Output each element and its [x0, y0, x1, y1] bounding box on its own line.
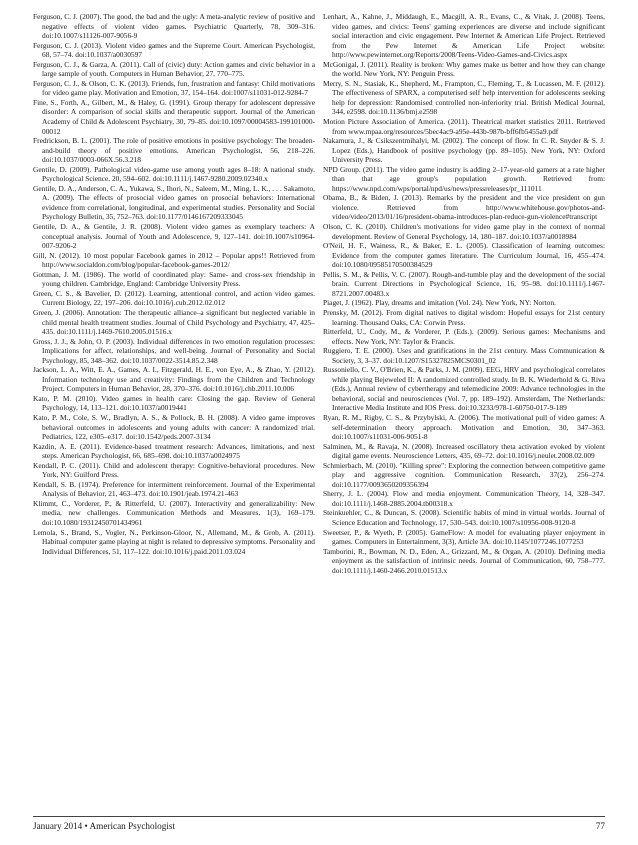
reference-entry: Kazdin, A. E. (2011). Evidence-based treatment research: Advances, limitations, and next steps. American Psychologist, 66, 685–698. doi:10.1037/a0024975: [33, 441, 315, 461]
reference-entry: Gentile, D. (2009). Pathological video-game use among youth ages 8–18: A national study. Psychological Science, 20, 594–602. doi:10.1111/j.1467-9280.2009.02340.x: [33, 164, 315, 184]
reference-entry: Fredrickson, B. L. (2001). The role of positive emotions in positive psychology: The broaden-and-build theory of positive emotions. American Psychologist, 56, 218–226. doi:10.1037/0003-066X.56.3.218: [33, 136, 315, 165]
reference-entry: Tamborini, R., Bowman, N. D., Eden, A., Grizzard, M., & Organ, A. (2010). Defining media enjoyment as the satisfaction of intrinsic needs. Journal of Communication, 60, 758–777. doi:10.1111/j.1460-2466.2010.01513.x: [323, 546, 605, 575]
reference-entry: Nakamura, J., & Csikszentmihalyi, M. (2002). The concept of flow. In C. R. Snyder & S. J. Lopez (Eds.), Handbook of positive psychology (pp. 89–105). New York, NY: Oxford University Press.: [323, 136, 605, 165]
reference-entry: McGonigal, J. (2011). Reality is broken: Why games make us better and how they can change the world. New York, NY: Penguin Press.: [323, 59, 605, 79]
reference-entry: Ruggiero, T. E. (2000). Uses and gratifications in the 21st century. Mass Communication & Society, 3, 3–37. doi:10.1207/S15327825MCS0301_02: [323, 346, 605, 365]
reference-entry: Green, J. (2006). Annotation: The therapeutic alliance–a significant but neglected variable in child mental health treatment studies. Journal of Child Psychology and Psychiatry, 47, 425–435. doi:10.1111/j.1469-7610.2005.01516.x: [33, 307, 315, 337]
reference-entry: Ferguson, C. J., & Olson, C. K. (2013). Friends, fun, frustration and fantasy: Child motivations for video game play. Motivation and Emotion, 37, 154–164. doi:1007/s11031-012-9284-7: [33, 78, 315, 98]
reference-entry: Ferguson, C. J., & Garza, A. (2011). Call of (civic) duty: Action games and civic behavior in a large sample of youth. Computers in Human Behavior, 27, 770–775.: [33, 59, 315, 79]
reference-entry: Ryan, R. M., Rigby, C. S., & Przybylski, A. (2006). The motivational pull of video games: A self-determination theory approach. Motivation and Emotion, 30, 347–363. doi:10.1007/s11031-006-9051-8: [323, 412, 605, 442]
reference-entry: Prensky, M. (2012). From digital natives to digital wisdom: Hopeful essays for 21st century learning. Thousand Oaks, CA: Corwin Press.: [323, 307, 605, 327]
reference-entry: Sherry, J. L. (2004). Flow and media enjoyment. Communication Theory, 14, 328–347. doi:10.1111/j.1468-2885.2004.tb00318.x: [323, 489, 605, 508]
reference-entry: NPD Group. (2011). The video game industry is adding 2–17-year-old gamers at a rate higher than that age group's population growth. Retrieved from: https://www.npd.com/wps/portal/npd/us/news/pressreleases/pr_111011: [323, 164, 605, 193]
reference-entry: Kato, P. M. (2010). Video games in health care: Closing the gap. Review of General Psychology, 14, 113–121. doi:10.1037/a0019441: [33, 393, 315, 413]
reference-entry: Olson, C. K. (2010). Children's motivations for video game play in the context of normal development. Review of General Psychology, 14, 180–187. doi:10.1037/a0018984: [323, 222, 605, 241]
reference-entry: Fine, S., Forth, A., Gilbert, M., & Haley, G. (1991). Group therapy for adolescent depressive disorder: A comparison of social skills and therapeutic support. Journal of the American Academy of Child & Adolescent Psychiatry, 30, 79–85. doi:10.1097/00004583-199101000-00012: [33, 97, 315, 136]
reference-entry: Steinkuehler, C., & Duncan, S. (2008). Scientific habits of mind in virtual worlds. Journal of Science Education and Technology, 17, 530–543. doi:10.1007/s10956-008-9120-8: [323, 508, 605, 527]
reference-entry: Green, C. S., & Bavelier, D. (2012). Learning, attentional control, and action video games. Current Biology, 22, 197–206. doi:10.1016/j.cub.2012.02.012: [33, 288, 315, 308]
reference-entry: Klimmt, C., Vorderer, P., & Ritterfeld, U. (2007). Interactivity and generalizability: New media, new challenges. Communication Methods and Measures, 1(3), 169–179. doi:10.1080/19312450701434961: [33, 498, 315, 527]
reference-entry: Gottman, J. M. (1986). The world of coordinated play: Same- and cross-sex friendship in young children. Cambridge, England: Cambridge University Press.: [33, 269, 315, 289]
reference-entry: Gross, J. J., & John, O. P. (2003). Individual differences in two emotion regulation processes: Implications for affect, relationships, and well-being. Journal of Personality and Social Psychology, 85, 348–362. doi:10.1037/0022-3514.85.2.348: [33, 336, 315, 365]
references-left-column: [33, 12, 315, 556]
reference-entry: Jackson, L. A., Witt, E. A., Games, A. I., Fitzgerald, H. E., von Eye, A., & Zhao, Y. (2012). Information technology use and creativity: Findings from the Children and Technology Project. Computers in Human Behavior, 28, 370–376. doi:10.1016/j.chb.2011.10.006: [33, 365, 315, 394]
reference-entry: Lenhart, A., Kahne, J., Middaugh, E., Macgill, A. R., Evans, C., & Vitak, J. (2008). Teens, video games, and civics: Teens' gaming experiences are diverse and include significant social interaction and civic engagement. Pew Internet & American Life Project. Retrieved from the Pew Internet & American Life Project website: http://www.pewinternet.org/Reports/2008/Teens-Video-Games-and-Civics.aspx: [323, 12, 605, 60]
references-right-column: [323, 12, 605, 575]
reference-entry: Salminen, M., & Ravaja, N. (2008). Increased oscillatory theta activation evoked by violent digital game events. Neuroscience Letters, 435, 69–72. doi:10.1016/j.neulet.2008.02.009: [323, 441, 605, 461]
reference-entry: Gill, N. (2012). 10 most popular Facebook games in 2012 – Popular apps!! Retrieved from http://www.socialdon.com/blog/popular-facebook-games-2012/: [33, 250, 315, 270]
reference-entry: Gentile, D. A., & Gentile, J. R. (2008). Violent video games as exemplary teachers: A conceptual analysis. Journal of Youth and Adolescence, 9, 127–141. doi:10.1007/s10964-007-9206-2: [33, 222, 315, 251]
footer-divider: [33, 816, 605, 817]
reference-entry: Pellis, S. M., & Pellis, V. C. (2007). Rough-and-tumble play and the development of the social brain. Current Directions in Psychological Science, 16, 95–98. doi:10.1111/j.1467-8721.2007.00483.x: [323, 269, 605, 298]
reference-entry: Lemola, S., Brand, S., Vogler, N., Perkinson-Gloor, N., Allemand, M., & Grob, A. (2011). Habitual computer game playing at night is related to depressive symptoms. Personality and Individual Differences, 51, 117–122. doi:10.1016/j.paid.2011.03.024: [33, 527, 315, 556]
reference-entry: Gentile, D. A., Anderson, C. A., Yukawa, S., Ihori, N., Saleem, M., Ming, L. K., . . . Sakamoto, A. (2009). The effects of prosocial video games on prosocial behaviors: International evidence from correlational, longitudinal, and experimental studies. Personality and Social Psychology Bulletin, 35, 752–763. doi:10.1177/0146167209333045: [33, 183, 315, 222]
reference-entry: Piaget, J. (1962). Play, dreams and imitation (Vol. 24). New York, NY: Norton.: [323, 298, 556, 308]
page-number: 77: [595, 821, 605, 831]
reference-entry: Sweetser, P., & Wyeth, P. (2005). GameFlow: A model for evaluating player enjoyment in games. Computers in Entertainment, 3(3), Article 3A. doi:10.1145/1077246.1077253: [323, 527, 605, 547]
reference-entry: Kendall, P. C. (2011). Child and adolescent therapy: Cognitive-behavioral procedures. New York, NY: Guilford Press.: [33, 460, 315, 480]
journal-issue-label: January 2014 • American Psychologist: [33, 821, 176, 831]
reference-entry: Kendall, S. B. (1974). Preference for intermittent reinforcement. Journal of the Experimental Analysis of Behavior, 21, 463–473. doi:10.1901/jeab.1974.21-463: [33, 479, 315, 499]
reference-entry: Motion Picture Association of America. (2011). Theatrical market statistics 2011. Retrieved from www.mpaa.org/resources/5bec4ac9-a95e-443b-987b-bff6fb5455a9.pdf: [323, 117, 605, 136]
reference-entry: Obama, B., & Biden, J. (2013). Remarks by the president and the vice president on gun violence. Retrieved from http://www.whitehouse.gov/photos-and-video/video/2013/01/16/president-obama-introduces-plan-reduce-gun-violence#transcript: [323, 193, 605, 222]
reference-entry: Kato, P. M., Cole, S. W., Bradlyn, A. S., & Pollock, B. H. (2008). A video game improves behavioral outcomes in adolescents and young adults with cancer: A randomized trial. Pediatrics, 122, e305–e317. doi:10.1542/peds.2007-3134: [33, 412, 315, 442]
page-footer: [33, 821, 605, 831]
reference-entry: Ritterfeld, U., Cody, M., & Vorderer, P. (Eds.). (2009). Serious games: Mechanisms and effects. New York, NY: Taylor & Francis.: [323, 327, 605, 346]
reference-entry: Russoniello, C. V., O'Brien, K., & Parks, J. M. (2009). EEG, HRV and psychological correlates while playing Bejeweled II: A randomized controlled study. In B. K. Wiederhold & G. Riva (Eds.), Annual review of cybertherapy and telemedicine 2009: Advance technologies in the behavioral, social and neurosciences (Vol. 7, pp. 189–192). Amsterdam, The Netherlands: Interactive Media Institute and IOS Press. doi:10.3233/978-1-60750-017-9-189: [323, 365, 605, 413]
reference-entry: Ferguson, C. J. (2013). Violent video games and the Supreme Court. American Psychologist, 68, 57–74. doi:10.1037/a0030597: [33, 40, 315, 60]
reference-entry: Schmierbach, M. (2010). "Killing spree": Exploring the connection between competitive game play and aggressive cognition. Communication Research, 37(2), 256–274. doi:10.1177/0093650209356394: [323, 460, 605, 489]
reference-entry: Ferguson, C. J. (2007). The good, the bad and the ugly: A meta-analytic review of positive and negative effects of violent video games. Psychiatric Quarterly, 78, 309–316. doi:10.1007/s11126-007-9056-9: [33, 12, 315, 41]
reference-entry: Merry, S. N., Stasiak, K., Shepherd, M., Frampton, C., Fleming, T., & Lucassen, M. F. (2012). The effectiveness of SPARX, a computerised self help intervention for adolescents seeking help for depression: Randomised controlled non-inferiority trial. British Medical Journal, 344, e2598. doi:10.1136/bmj.e2598: [323, 78, 605, 117]
reference-entry: O'Neil, H. F., Wainess, R., & Baker, E. L. (2005). Classification of learning outcomes: Evidence from the computer games literature. The Curriculum Journal, 16, 455–474. doi:10.1080/09585170500384529: [323, 241, 605, 270]
